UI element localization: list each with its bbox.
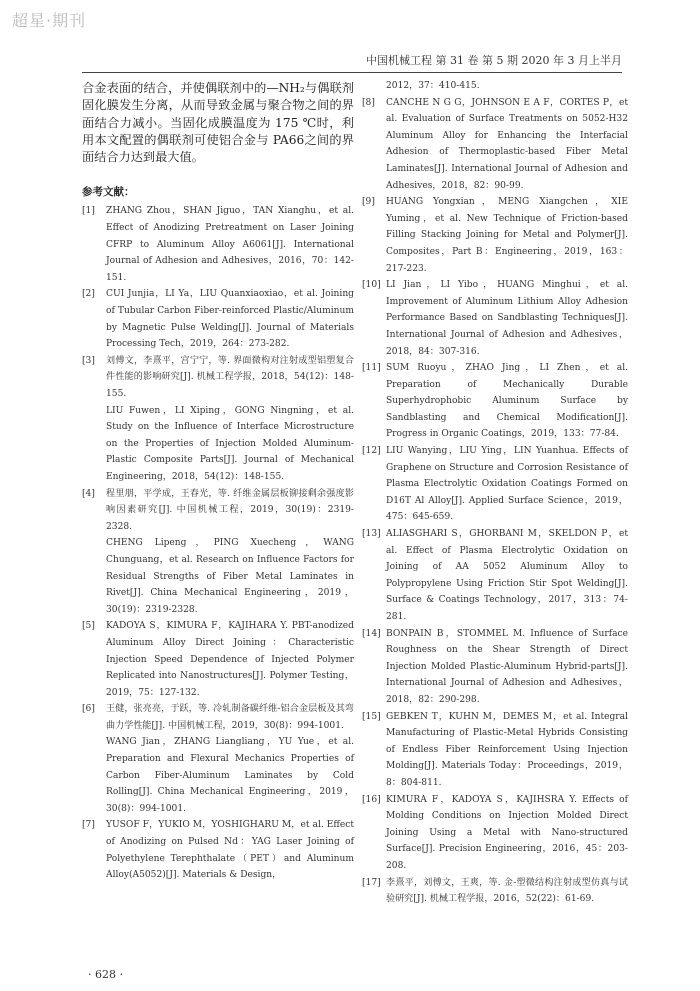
reference-number: [1] [82, 206, 95, 217]
reference-text: BONPAIN B，STOMMEL M. Influence of Surface Roughness on the Shear Strength of Direct Injection Molded Plastic-Aluminum Hybrid-parts[J]. International Journal of Adhesion and Adhesives，2018，82：290-298. [386, 628, 628, 705]
reference-item [362, 792, 628, 875]
reference-item [82, 618, 354, 701]
reference-item [362, 709, 628, 792]
reference-item [82, 353, 354, 486]
reference-item [362, 78, 628, 95]
reference-text: ZHANG Zhou，SHAN Jiguo，TAN Xianghu，et al. Effect of Anodizing Pretreatment on Laser Joining CFRP to Aluminum Alloy A6061[J]. International Journal of Adhesion and Adhesives，2016，70：142-151. [106, 206, 354, 283]
reference-text: 刘傅文，李熹平，宫宁宁，等. 界面微构对注射成型铝塑复合件性能的影响研究[J]. 机械工程学报，2018，54(12)：148-155. [106, 355, 354, 400]
reference-item [362, 443, 628, 526]
right-column [362, 78, 628, 908]
reference-number: [3] [82, 355, 95, 366]
references-heading: 参考文献： [82, 186, 135, 199]
reference-text: ALIASGHARI S，GHORBANI M，SKELDON P，et al. Effect of Plasma Electrolytic Oxidation on Joining of AA 5052 Aluminum Alloy to Polypropylene Using Friction Stir Spot Welding[J]. Surface & Coatings Technology，2017，313：74-281. [386, 529, 628, 622]
reference-number: [15] [362, 711, 381, 722]
reference-item [362, 194, 628, 277]
reference-text: LIU Wanying，LIU Ying，LIN Yuanhua. Effects of Graphene on Structure and Corrosion Resistance of Plasma Electrolytic Oxidation Coatings Formed on D16T Al Alloy[J]. Applied Surface Science，2019，475：645-659. [386, 446, 628, 523]
reference-item [362, 277, 628, 360]
reference-item [362, 360, 628, 443]
reference-item [82, 203, 354, 286]
reference-number: [17] [362, 877, 381, 888]
reference-text-english: WANG Jian，ZHANG Liangliang，YU Yue，et al. Preparation and Flexural Mechanics Properties of Carbon Fiber-Aluminum Laminates by Cold Rolling[J]. China Mechanical Engineering，2019，30(8)：994-1001. [106, 737, 354, 814]
reference-number: [8] [362, 97, 375, 108]
reference-number: [13] [362, 529, 381, 540]
reference-number: [7] [82, 820, 95, 831]
reference-item [362, 626, 628, 709]
reference-text: 2012，37：410-415. [386, 81, 480, 91]
reference-number: [16] [362, 794, 381, 805]
reference-number: [5] [82, 621, 95, 632]
reference-text: YUSOF F，YUKIO M，YOSHIGHARU M，et al. Effect of Anodizing on Pulsed Nd：YAG Laser Joining of Polyethylene Terephthalate（PET）and Aluminum Alloy(A5052)[J]. Materials & Design， [106, 820, 354, 881]
reference-text: 李熹平，刘傅文，王爽，等. 金-塑微结构注射成型仿真与试验研究[J]. 机械工程学报，2016，52(22)：61-69. [386, 877, 628, 905]
reference-text: CUI Junjia，LI Ya，LIU Quanxiaoxiao，et al. Joining of Tubular Carbon Fiber-reinforced Plastic/Aluminum by Magnetic Pulse Welding[J]. Journal of Materials Processing Tech，2019，264：273-282. [106, 289, 354, 350]
reference-list-left [82, 203, 354, 883]
page-number: · 628 · [88, 968, 123, 981]
body-paragraph: 合金表面的结合，并使偶联剂中的—NH₂与偶联剂固化膜发生分离，从而导致金属与聚合物之间的界面结合力减小。当固化成膜温度为 175 ℃时，利用本文配置的偶联剂可使铝合金与 PA66之间的界面结合力达到最大值。 [82, 81, 354, 165]
reference-item [82, 486, 354, 619]
reference-text: HUANG Yongxian，MENG Xiangchen，XIE Yuming，et al. New Technique of Friction-based Filling Stacking Joining for Metal and Polymer[J]. Composites，Part B：Engineering，2019，163：217-223. [386, 197, 628, 274]
reference-item [82, 701, 354, 817]
reference-list-right [362, 78, 628, 908]
reference-text-english: CHENG Lipeng，PING Xuecheng，WANG Chunguang，et al. Research on Influence Factors for Residual Strengths of Fiber Metal Laminates in Rivet[J]. China Mechanical Engineering，2019，30(19)：2319-2328. [106, 538, 354, 615]
reference-text: KADOYA S，KIMURA F，KAJIHARA Y. PBT-anodized Aluminum Alloy Direct Joining：Characteristic Injection Speed Dependence of Injected Polymer Replicated into Nanostructures[J]. Polymer Testing，2019，75：127-132. [106, 621, 354, 698]
reference-item [362, 95, 628, 195]
reference-item [362, 875, 628, 908]
reference-number: [9] [362, 197, 375, 208]
reference-number: [12] [362, 446, 381, 457]
reference-text: KIMURA F，KADOYA S，KAJIHSRA Y. Effects of Molding Conditions on Injection Molded Direct Joining Using a Metal with Nano-structured Surface[J]. Precision Engineering，2016，45：203-208. [386, 794, 628, 871]
reference-number: [6] [82, 704, 95, 715]
reference-item [362, 526, 628, 626]
reference-text: SUM Ruoyu，ZHAO Jing，LI Zhen，et al. Preparation of Mechanically Durable Superhydrophobic Aluminum Surface by Sandblasting and Chemical Modification[J]. Progress in Organic Coatings，2019，133：77-84. [386, 363, 628, 440]
reference-text: 程里朋，平学成，王春光，等. 纤维金属层板铆接剩余强度影响因素研究[J]. 中国机械工程，2019，30(19)：2319-2328. [106, 488, 354, 532]
reference-text: 王健，张亮亮，于跃，等. 冷轧制备碳纤维-铝合金层板及其弯曲力学性能[J]. 中国机械工程，2019，30(8)：994-1001. [106, 704, 354, 731]
reference-number: [10] [362, 280, 381, 291]
reference-text: LI Jian，LI Yibo，HUANG Minghui，et al. Improvement of Aluminum Lithium Alloy Adhesion Performance Based on Sandblasting Techniques[J]. International Journal of Adhesion and Adhesives，2018，84：307-316. [386, 280, 628, 357]
reference-text: CANCHE N G G，JOHNSON E A F，CORTES P，et al. Evaluation of Surface Treatments on 5052-H32 Aluminum Alloy for Enhancing the Interfacial Adhesion of Thermoplastic-based Fiber Metal Laminates[J]. International Journal of Adhesion and Adhesives，2018，82：90-99. [386, 97, 628, 191]
reference-text: GEBKEN T，KUHN M，DEMES M，et al. Integral Manufacturing of Plastic-Metal Hybrids Consisting of Endless Fiber Reinforcement Using Injection Molding[J]. Materials Today：Proceedings，2019，8：804-811. [386, 711, 628, 788]
reference-text-english: LIU Fuwen，LI Xiping，GONG Ningning，et al. Study on the Influence of Interface Microstructure on the Properties of Injection Molded Aluminum-Plastic Composite Parts[J]. Journal of Mechanical Engineering，2018，54(12)：148-155. [106, 405, 354, 482]
left-column [82, 80, 354, 884]
reference-item [82, 817, 354, 883]
reference-number: [4] [82, 488, 95, 499]
reference-number: [2] [82, 289, 95, 300]
running-header: 中国机械工程 第 31 卷 第 5 期 2020 年 3 月上半月 [82, 52, 622, 73]
watermark-logo: 超星·期刊 [12, 11, 87, 30]
reference-number: [14] [362, 628, 381, 639]
reference-item [82, 286, 354, 352]
reference-number: [11] [362, 363, 381, 374]
